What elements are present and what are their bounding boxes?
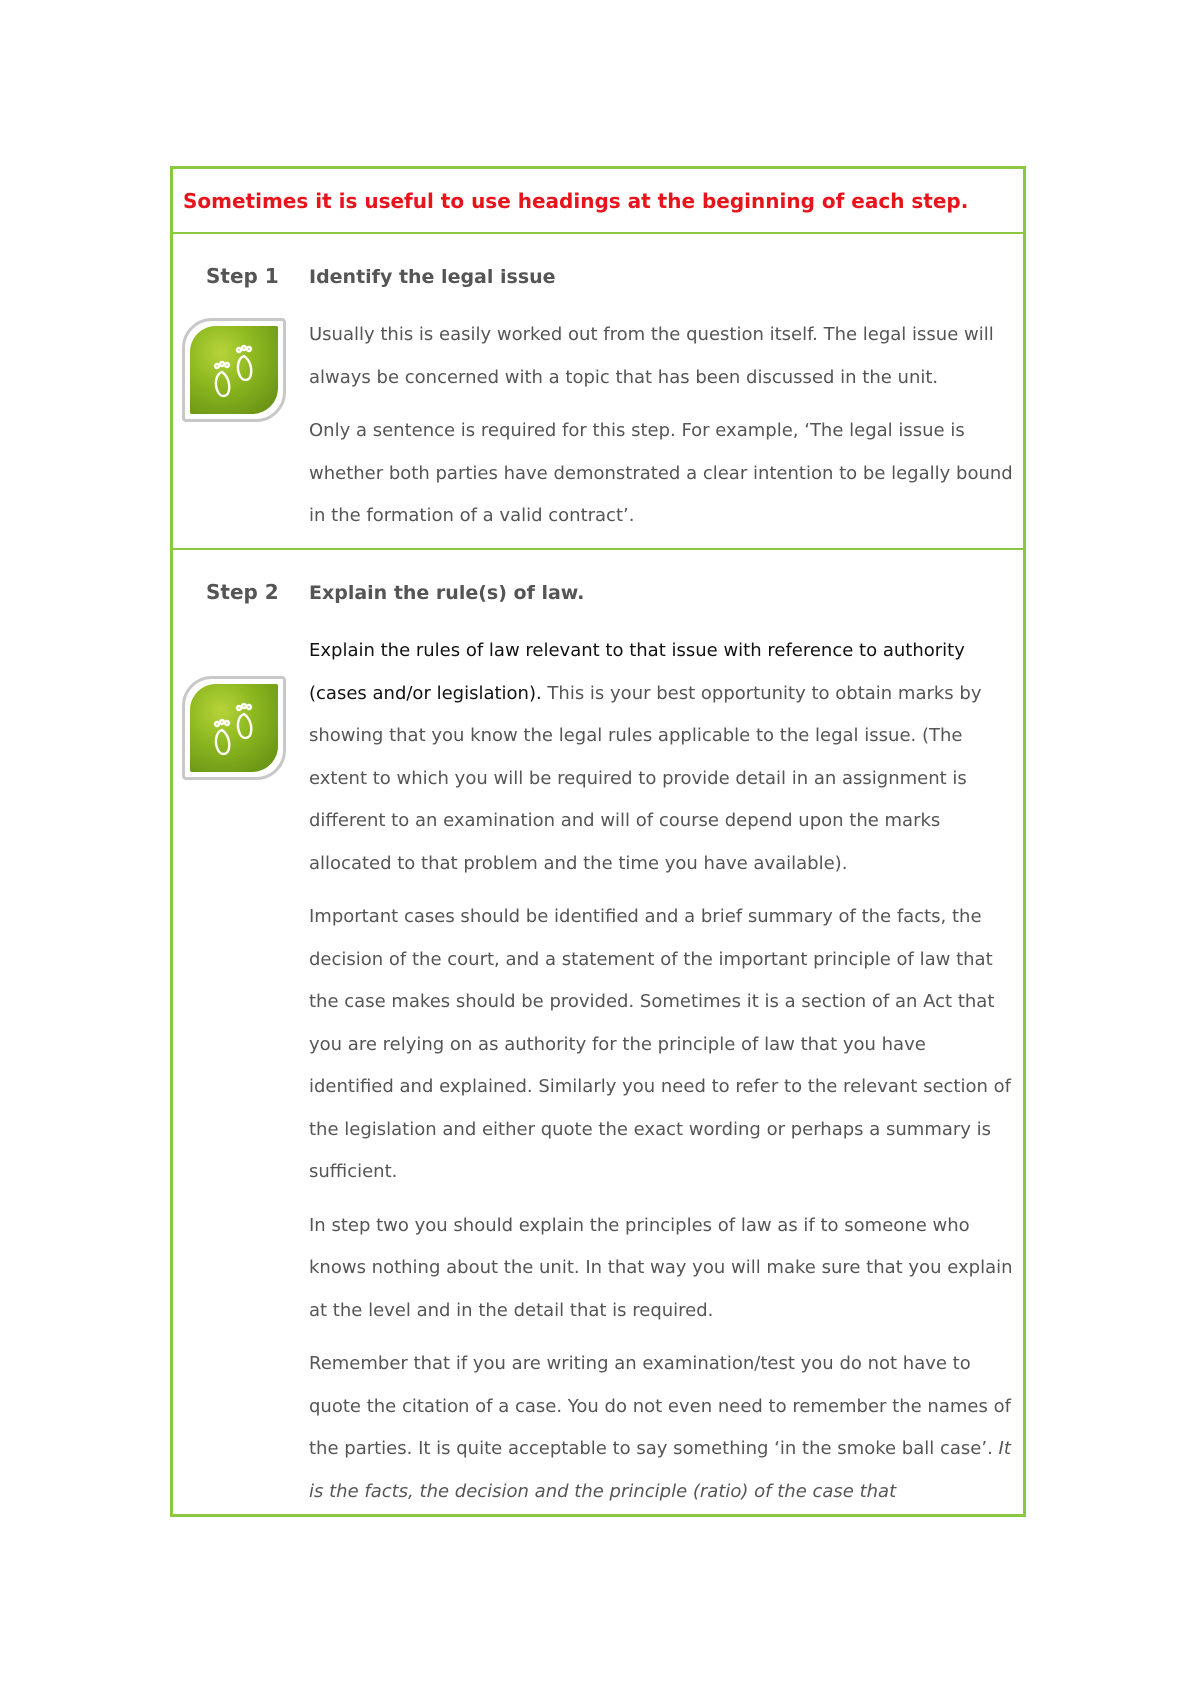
step-2-content [309, 550, 1023, 1517]
step-1-left-column [173, 234, 309, 548]
step-1-title: Identify the legal issue [309, 266, 556, 288]
step-2-row [173, 550, 1023, 1517]
footprints-icon [182, 676, 286, 780]
step-2-paragraph-4-italic: It is the facts, the decision and the principle (ratio) of the case that [309, 1438, 1011, 1502]
step-1-paragraph-2: Only a sentence is required for this step. For example, ‘The legal issue is whether both parties have demonstrated a clear intention to be legally bound in the formation of a valid contract’. [309, 420, 1013, 526]
footprints-icon-glyph [198, 334, 270, 406]
step-2-paragraph-3: In step two you should explain the principles of law as if to someone who knows nothing about the unit. In that way you will make sure that you explain at the level and in the detail that is required. [309, 1214, 1013, 1321]
step-1-paragraph-1: Usually this is easily worked out from the question itself. The legal issue will always be concerned with a topic that has been discussed in the unit. [309, 324, 994, 388]
step-2-paragraph-4 [309, 1343, 1015, 1513]
step-2-title: Explain the rule(s) of law. [309, 582, 585, 604]
step-2-paragraph-1-emphasis: Explain the rules of law relevant to that issue with reference to authority (cases and/or legislation). [309, 640, 965, 704]
step-2-left-column [173, 550, 309, 1517]
steps-table [170, 166, 1026, 1517]
footprints-icon [182, 318, 286, 422]
step-2-paragraph-4-text: Remember that if you are writing an examination/test you do not have to quote the citation of a case. You do not even need to remember the names of the parties. It is quite acceptable to say something ‘in the smoke ball case’. [309, 1353, 1011, 1459]
step-1-label: Step 1 [206, 264, 279, 288]
step-2-paragraph-2: Important cases should be identified and a brief summary of the facts, the decision of the court, and a statement of the important principle of law that the case makes should be provided. Sometimes it is a section of an Act that you are relying on as authority for the principle of law that you have identified and explained. Similarly you need to refer to the relevant section of the legislation and either quote the exact wording or perhaps a summary is sufficient. [309, 906, 1011, 1182]
step-2-label: Step 2 [206, 580, 279, 604]
step-2-paragraph-1 [309, 630, 1015, 885]
header-text: Sometimes it is useful to use headings at the beginning of each step. [183, 188, 969, 213]
step-1-row [173, 234, 1023, 550]
footprints-icon-glyph [198, 692, 270, 764]
header-row [173, 169, 1023, 234]
step-2-paragraph-1-rest: This is your best opportunity to obtain marks by showing that you know the legal rules applicable to the legal issue. (The extent to which you will be required to provide detail in an assignment is different to an examination and will of course depend upon the marks allocated to that problem and the time you have available). [309, 682, 982, 874]
step-1-content [309, 234, 1023, 548]
